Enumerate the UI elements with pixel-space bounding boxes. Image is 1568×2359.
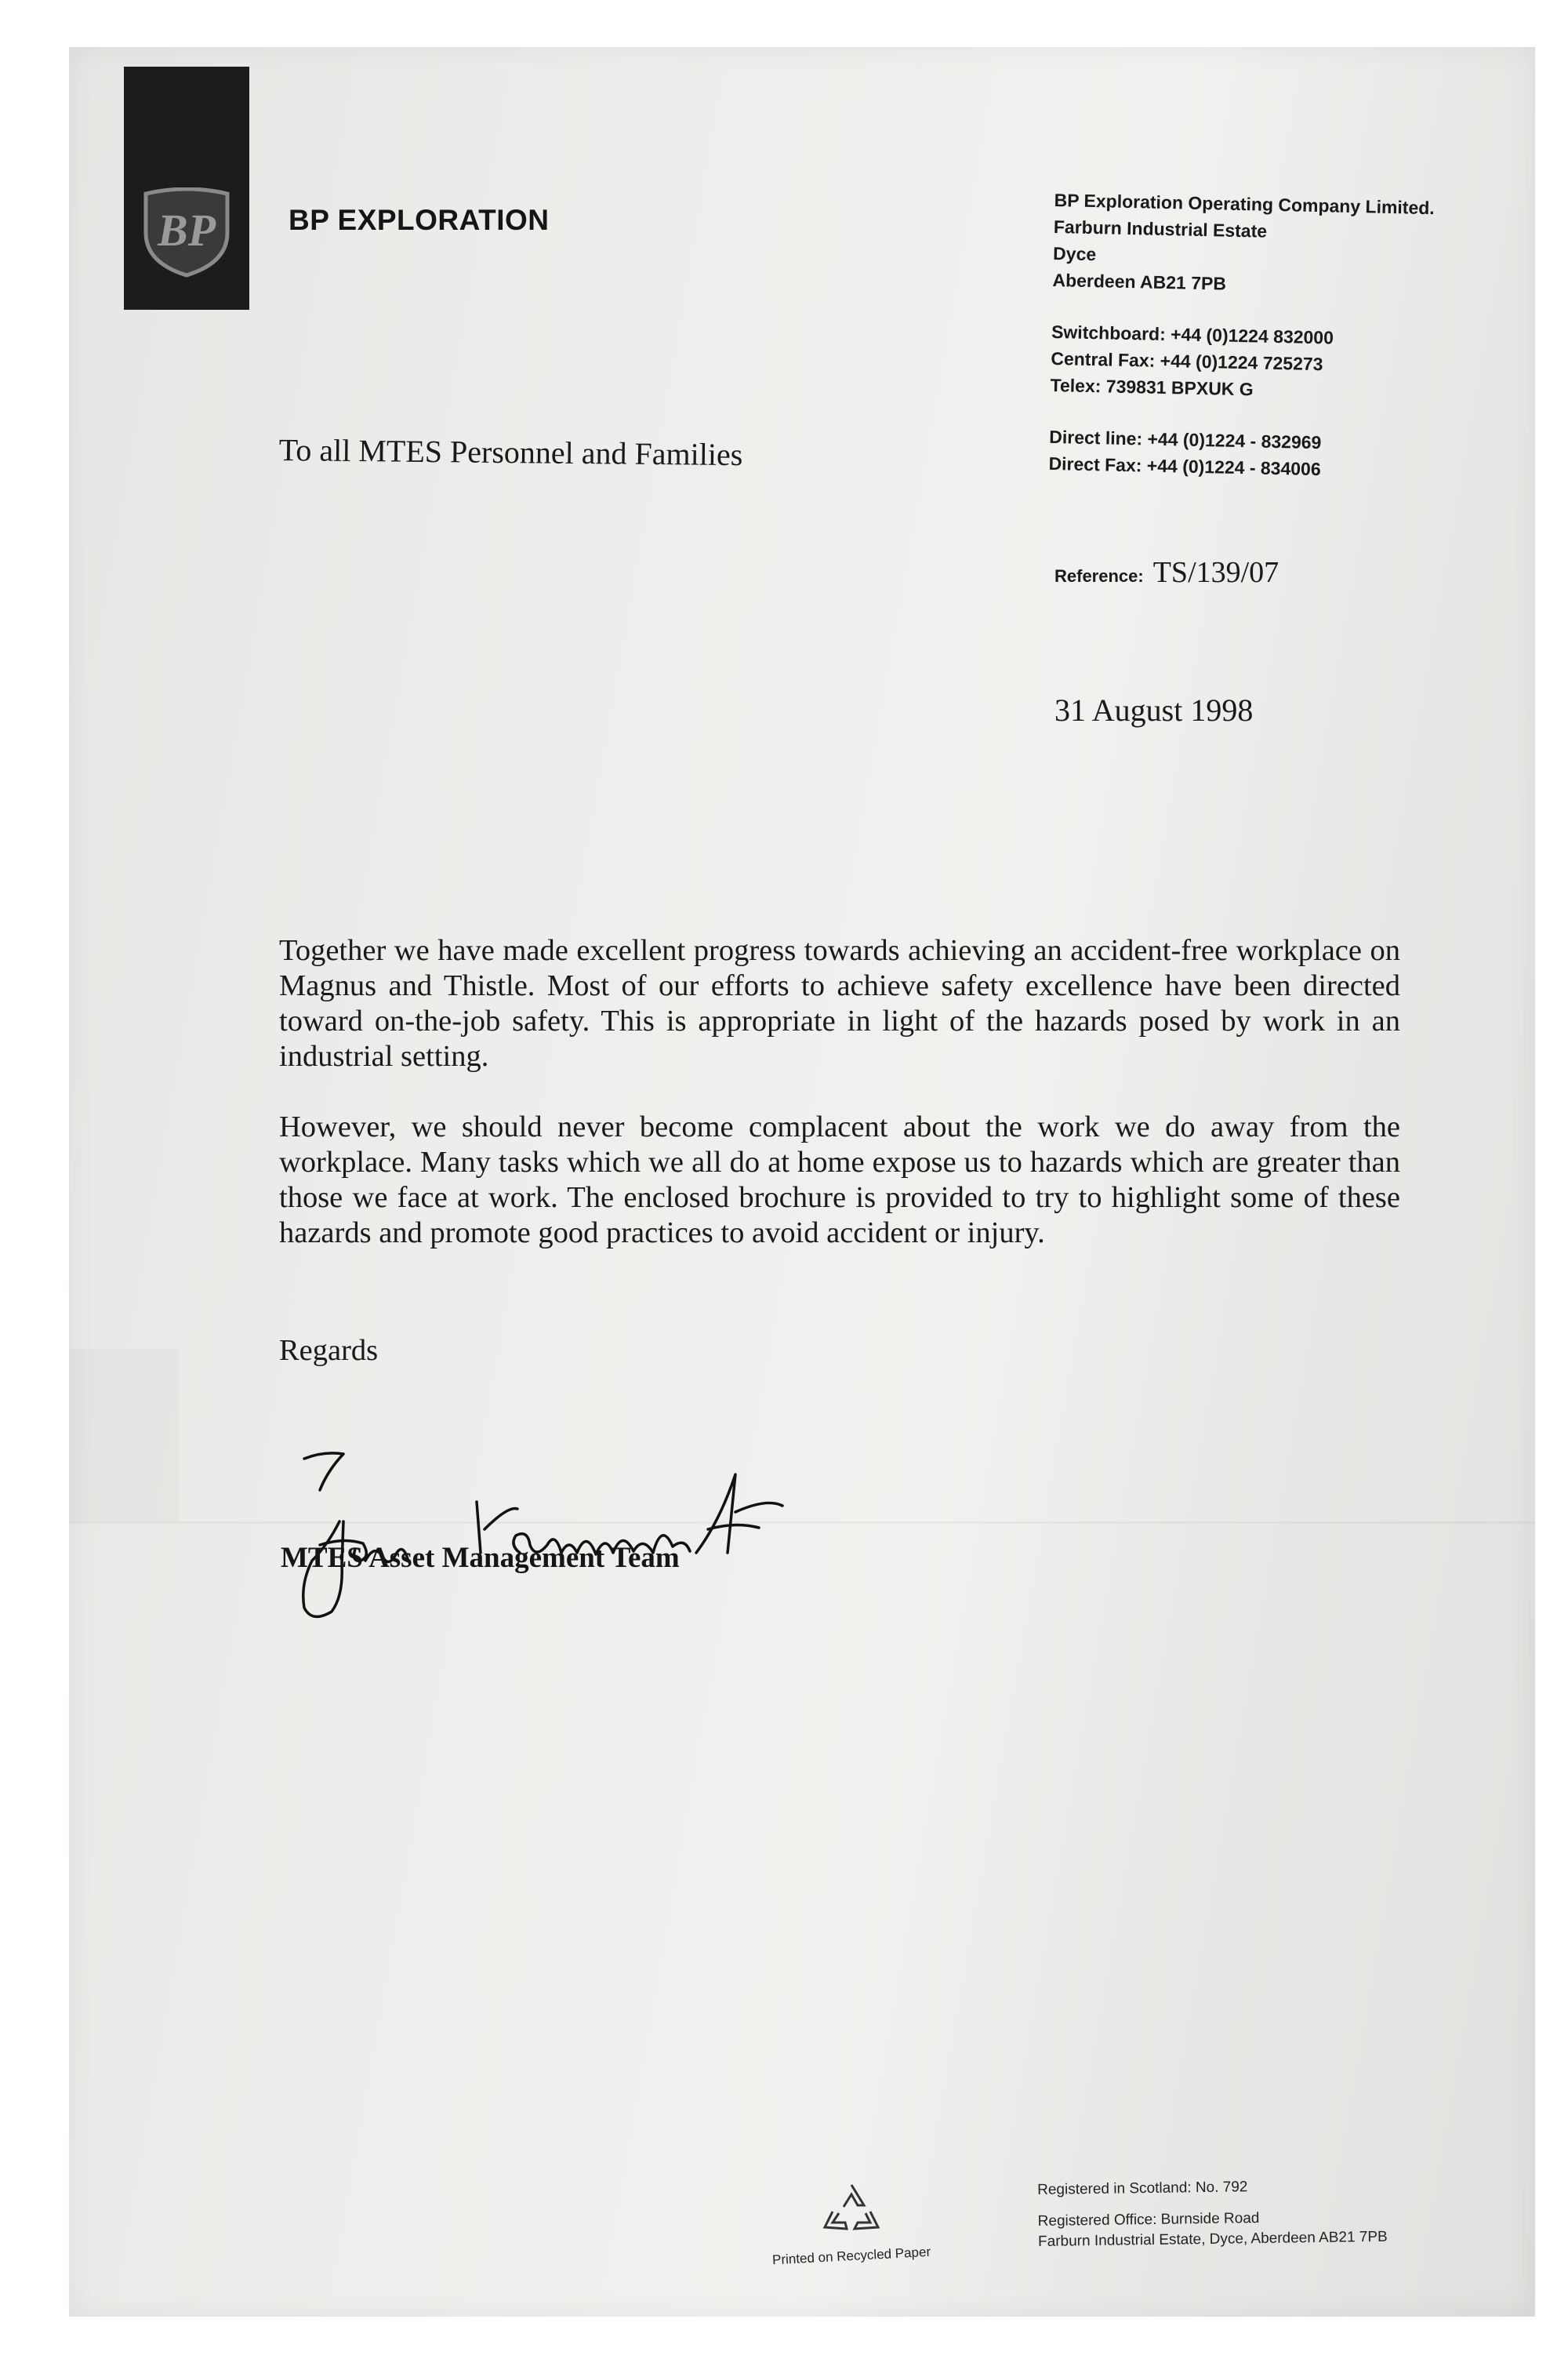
closing: Regards [279, 1334, 379, 1367]
body-paragraph: However, we should never become complacent about the work we do away from the workplace. Many tasks which we all do at home expose us to hazards which are greater than those we face at work. The enclosed brochure is provided to try to highlight some of these hazards and promote good practices to avoid accident or injury. [279, 1110, 1400, 1249]
body-paragraph: Together we have made excellent progress towards achieving an accident-free workplace on Magnus and Thistle. Most of our efforts to achieve safety excellence have been directed toward on-the-job safety. This is appropriate in light of the hazards posed by work in an industrial setting. [279, 934, 1400, 1073]
recycled-paper-label: Printed on Recycled Paper [771, 2244, 931, 2268]
company-address-block [1048, 187, 1435, 485]
signatory-name: MTES Asset Management Team [281, 1542, 680, 1574]
central-fax-number: Central Fax: +44 (0)1224 725273 [1051, 347, 1323, 375]
bp-shield-icon [138, 187, 235, 278]
recipient-line: To all MTES Personnel and Families [278, 431, 743, 473]
address-line: Dyce [1052, 242, 1097, 265]
letter-date: 31 August 1998 [1054, 692, 1254, 728]
recycle-icon [820, 2180, 883, 2238]
reference-label: Reference: [1054, 566, 1144, 586]
registration-info [1037, 2175, 1388, 2252]
address-line: Farburn Industrial Estate [1053, 216, 1268, 242]
brand-name: BP EXPLORATION [289, 204, 550, 236]
switchboard-number: Switchboard: +44 (0)1224 832000 [1051, 321, 1334, 348]
reference [1054, 555, 1279, 590]
telex-number: Telex: 739831 BPXUK G [1050, 374, 1254, 400]
bp-logo [124, 67, 249, 310]
reference-value: TS/139/07 [1152, 556, 1279, 589]
direct-line-number: Direct line: +44 (0)1224 - 832969 [1049, 426, 1322, 453]
paper-crease [69, 1349, 179, 1521]
registered-number: Registered in Scotland: No. 792 [1037, 2179, 1248, 2198]
recycled-paper-mark [750, 2180, 953, 2268]
letter-body [279, 933, 1400, 1286]
logo-text: BP [157, 205, 216, 256]
address-line: Aberdeen AB21 7PB [1052, 269, 1227, 294]
address-line: BP Exploration Operating Company Limited. [1054, 189, 1436, 219]
registered-address: Farburn Industrial Estate, Dyce, Aberdeen AB21 7PB [1037, 2228, 1388, 2250]
direct-fax-number: Direct Fax: +44 (0)1224 - 834006 [1048, 453, 1321, 480]
letter-page [69, 47, 1535, 2317]
registered-office: Registered Office: Burnside Road [1037, 2210, 1260, 2230]
